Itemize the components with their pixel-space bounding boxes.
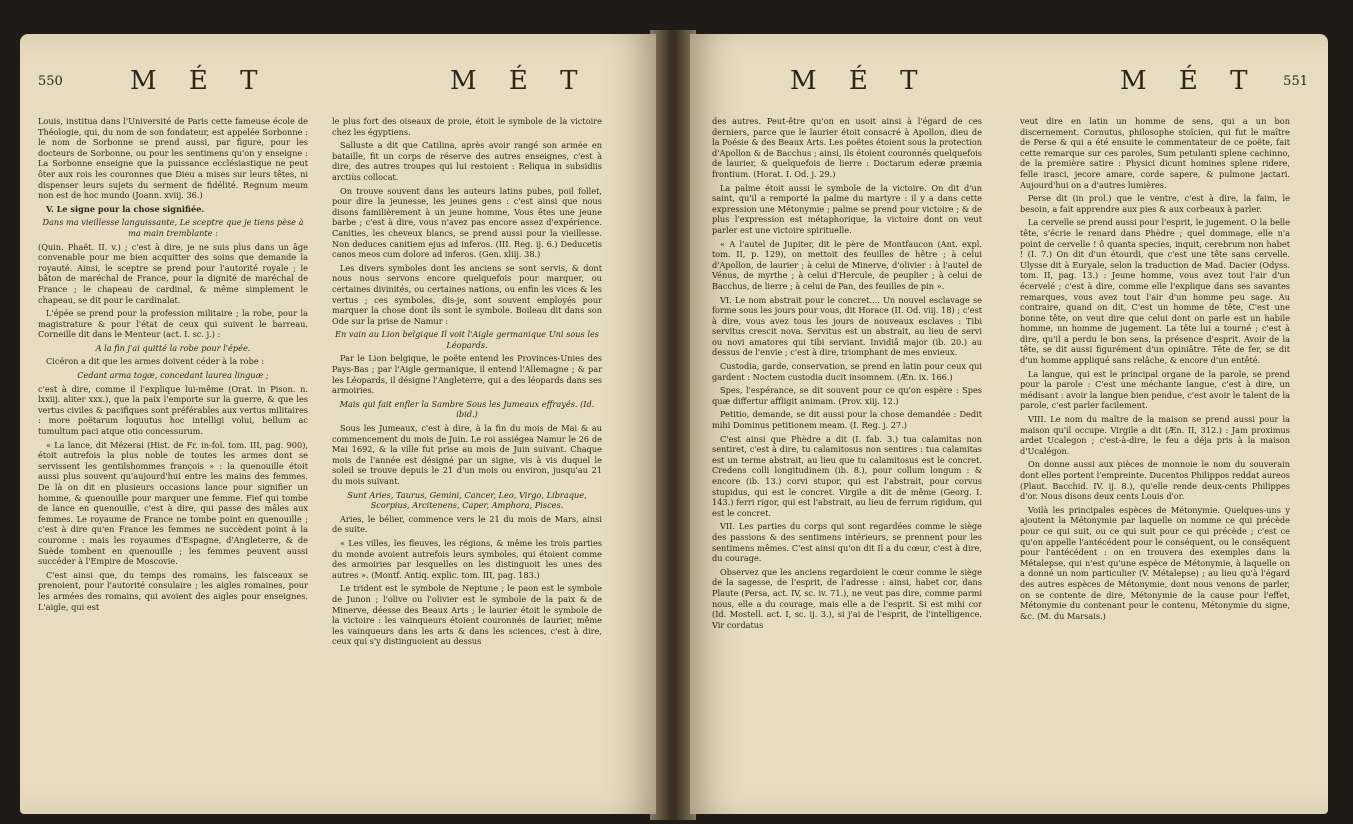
page-number: 550 (38, 74, 63, 89)
paragraph: Voilà les principales espèces de Métonymie. Quelques-uns y ajoutent la Métonymie par laquelle on nomme ce qui précède pour ce qui suit, ou ce qui suit pour ce qui précède ; c'est ce qu'on appelle l'antécédent pour le conséquent, ou le conséquent pour l'antécédent : on en trouvera des exemples dans la Métalepse, qui n'est qu'une espèce de Métonymie, à laquelle on a donné un nom particulier (V. Métalepse) ; au lieu qu'à l'égard des autres espèces de Métonymie, dont nous venons de parler, on se contente de dire, Métonymie de la cause pour l'effet, Métonymie du contenant pour le contenu, Métonymie du signe, &c. (M. du Marsais.) (1020, 504, 1290, 621)
left-column-1 (38, 116, 308, 806)
paragraph: veut dire en latin un homme de sens, qui a un bon discernement. Cornutus, philosophe stoïcien, qui fut le maître de Perse & qui a été ensuite le commentateur de ce poëte, fait cette remarque sur ces paroles, Sum petulanti splene cachinno, de la première satire : Physici dicunt homines splene ridere, felle irasci, jecore amare, corde sapere, & pulmone jactari. Aujourd'hui on a d'autres lumières. (1020, 116, 1290, 190)
running-head: M É T (450, 66, 590, 96)
paragraph: C'est ainsi que Phèdre a dit (I. fab. 3.) tua calamitas non sentiret, c'est à dire, tu calamitosus non sentires : tua calamitas est un terme abstrait, au lieu que tu calamitosus est le concret. Credens colli longitudinem (ib. 8.), pour collum longum : & encore (ib. 13.) corvi stupor, qui est l'abstrait, pour corvus stupidus, qui est le concret. Virgile a dit de même (Georg. I. 143.) ferri rigor, qui est l'abstrait, au lieu de ferrum rigidum, qui est le concret. (712, 433, 982, 518)
paragraph: On donne aussi aux pièces de monnoie le nom du souverain dont elles portent l'empreinte. Ducentos Philippos reddat aureos (Plaut. Bacchid. IV. ij. 8.), qu'elle rende deux-cents Philippes d'or. Nous disons deux cents Louis d'or. (1020, 459, 1290, 502)
paragraph: La palme étoit aussi le symbole de la victoire. On dit d'un saint, qu'il a remporté la palme du martyre : il y a dans cette expression une Métonymie ; palme se prend pour victoire ; & de plus l'expression est métaphorique, la victoire dont on veut parler est une victoire spirituelle. (712, 182, 982, 235)
section-heading: V. Le signe pour la chose signifiée. (46, 203, 205, 214)
paragraph: (Quin. Phaët. II. v.) ; c'est à dire, je ne suis plus dans un âge convenable pour me bien acquitter des soins que demande la royauté. Ainsi, le sceptre se prend pour l'autorité royale ; le bâton de maréchal de France, pour la dignité de maréchal de France ; le chapeau de cardinal, & même simplement le chapeau, se dit pour le cardinalat. (38, 241, 308, 305)
right-page-header (690, 66, 1328, 116)
latin-quote: Cedant arma togæ, concedant laurea linguæ ; (77, 370, 269, 381)
paragraph: Par le Lion belgique, le poëte entend les Provinces-Unies des Pays-Bas ; par l'Aigle germanique, il entend l'Allemagne ; & par les Léopards, il désigne l'Angleterre, qui a des léopards dans ses armoiries. (332, 353, 602, 396)
paragraph: Perse dit (in prol.) que le ventre, c'est à dire, la faim, le besoin, a fait apprendre aux pies & aux corbeaux à parler. (1020, 193, 1290, 214)
right-page (690, 34, 1328, 814)
verse: Mais qui fait enfler la Sambre Sous les Jumeaux effrayés. (Id. ibid.) (339, 398, 595, 420)
running-head: M É T (790, 66, 930, 96)
paragraph: L'épée se prend pour la profession militaire ; la robe, pour la magistrature & pour l'état de ceux qui suivent le barreau. Corneille dit dans le Menteur (act. I. sc. j.) : (38, 308, 308, 340)
paragraph: le plus fort des oiseaux de proie, étoit le symbole de la victoire chez les égyptiens. (332, 116, 602, 137)
page-number: 551 (1283, 74, 1308, 89)
paragraph: Sous les Jumeaux, c'est à dire, à la fin du mois de Mai & au commencement du mois de Juin. Le roi assiégea Namur le 26 de Mai 1692, & la ville fut prise au mois de Juin suivant. Chaque mois de l'année est désigné par un signe, vis à vis duquel le soleil se trouve depuis le 21 d'un mois ou environ, jusqu'au 21 du mois suivant. (332, 423, 602, 486)
paragraph: « La lance, dit Mézerai (Hist. de Fr. in-fol. tom. III, pag. 900), étoit autrefois la plus noble de toutes les armes dont se servissent les gentilshommes françois » : la quenouille étoit aussi plus souvent qu'aujourd'hui entre les mains des femmes. De là on dit en plusieurs occasions lance pour signifier un homme, & quenouille pour marquer une femme. Fief qui tombe de lance en quenouille, c'est à dire, qui passe des mâles aux femmes. Le royaume de France ne tombe point en quenouille ; c'est à dire qu'en France les femmes ne succèdent point à la couronne : mais les royaumes d'Espagne, d'Angleterre, & de Suède tombent en quenouille ; les femmes peuvent aussi succéder à l'Empire de Moscovie. (38, 439, 308, 567)
paragraph: VII. Les parties du corps qui sont regardées comme le siège des passions & des sentimens intérieurs, se prennent pour les sentimens mêmes. C'est ainsi qu'on dit Il a du cœur, c'est à dire, du courage. (712, 521, 982, 564)
right-column-2 (1020, 116, 1290, 806)
paragraph: Cicéron a dit que les armes doivent céder à la robe : (46, 356, 265, 367)
paragraph: La cervelle se prend aussi pour l'esprit, le jugement. O la belle tête, s'écrie le renard dans Phèdre ; quel dommage, elle n'a point de cervelle ! ô quanta species, inquit, cerebrum non habet ! (I. 7.) On dit d'un étourdi, que c'est une tête sans cervelle. Ulysse dit à Euryale, selon la traduction de Mad. Dacier (Odyss. tom. II, pag. 13.) : Jeune homme, vous avez tout l'air d'un écervelé ; c'est à dire, comme elle l'explique dans ses savantes remarques, vous avez tout l'air d'un homme peu sage. Au contraire, quand on dit, C'est un homme de tête, C'est une bonne tête, on veut dire que celui dont on parle est un habile homme, un homme de jugement. La tête lui a tourné ; c'est à dire, qu'il a perdu le bon sens, la présence d'esprit. Avoir de la tête, se dit aussi figurément d'un opiniâtre. Tête de fer, se dit d'un homme appliqué sans relâche, & encore d'un entêté. (1020, 217, 1290, 366)
right-column-1 (712, 116, 982, 806)
running-head: M É T (1120, 66, 1260, 96)
paragraph: C'est ainsi que, du temps des romains, les faisceaux se prenoient, pour l'autorité consulaire ; les aigles romaines, pour les armées des romains, qui avoient des aigles pour enseignes. L'aigle, qui est (38, 569, 308, 612)
running-head: M É T (130, 66, 270, 96)
verse: En vain au Lion belgique Il voit l'Aigle germanique Uni sous les Léopards. (335, 329, 599, 350)
paragraph: Salluste a dit que Catilina, après avoir rangé son armée en bataille, fit un corps de réserve des autres enseignes, c'est à dire, des autres troupes qui lui restoient : Reliqua in subsidiis arctiùs collocat. (332, 140, 602, 182)
paragraph: VI. Le nom abstrait pour le concret.... Un nouvel esclavage se forme sous les jours pour vous, dit Horace (II. Od. viij. 18) ; c'est à dire, vous avez tous les jours de nouveaux esclaves : Tibi servitus crescit nova. Servitus est un abstrait, au lieu de servi ou novi amatores qui tibi serviant. Invidiâ major (ib. 20.) au dessus de l'envie ; c'est à dire, triomphant de mes envieux. (712, 294, 982, 358)
verse: Dans ma vieillesse languissante, Le sceptre que je tiens pèse à ma main tremblante : (42, 217, 304, 238)
left-page (20, 34, 656, 814)
paragraph: On trouve souvent dans les auteurs latins pubes, poil follet, pour dire la jeunesse, les jeunes gens : c'est ainsi que nous disons familièrement à un jeune homme, Vous êtes une jeune barbe ; c'est à dire, vous n'avez pas encore assez d'expérience. Canities, les cheveux blancs, se prend aussi pour la vieillesse. Non deduces canitiem ejus ad inferos. (III. Reg. ij. 6.) Deducetis canos meos cum dolore ad inferos. (Gen. xliij. 38.) (332, 185, 602, 260)
latin-quote: Sunt Aries, Taurus, Gemini, Cancer, Leo, Virgo, Libraque, Scorpius, Arcitenens, Caper, Amphora, Pisces. (347, 489, 587, 511)
paragraph: Observez que les anciens regardoient le cœur comme le siège de la sagesse, de l'esprit, de l'adresse : ainsi, habet cor, dans Plaute (Persa, act. IV, sc. iv. 71.), ne veut pas dire, comme parmi nous, elle a du courage, mais elle a de l'esprit. Si est mihi cor (Id. Mostell. act. I, sc. ij. 3.), si j'ai de l'esprit, de l'intelligence. Vir cordatus (712, 566, 982, 630)
left-column-2 (332, 116, 602, 806)
left-page-header (20, 66, 656, 116)
verse: A la fin j'ai quitté la robe pour l'épée. (95, 342, 251, 353)
paragraph: Le trident est le symbole de Neptune ; le paon est le symbole de Junon ; l'olive ou l'olivier est le symbole de la paix & de Minerve, déesse des Beaux Arts ; le laurier étoit le symbole de la victoire : les vainqueurs étoient couronnés de laurier, même les vainqueurs dans les arts & dans les sciences, c'est à dire, ceux qui s'y distinguoient au dessus (332, 583, 602, 647)
paragraph: Custodia, garde, conservation, se prend en latin pour ceux qui gardent : Noctem custodia ducit insomnem. (Æn. ix. 166.) (712, 361, 982, 382)
paragraph: des autres. Peut-être qu'on en usoit ainsi à l'égard de ces derniers, parce que le laurier étoit consacré à Apollon, dieu de la Poésie & des Beaux Arts. Les poëtes étoient sous la protection d'Apollon & de Bacchus ; ainsi, ils étoient couronnés quelquefois de laurier, & quelquefois de lierre : Doctarum ederæ præmia frontium. (Horat. I. Od. j. 29.) (712, 116, 982, 179)
paragraph: « Les villes, les fleuves, les régions, & même les trois parties du monde avoient autrefois leurs symboles, qui étoient comme des armoiries par lesquelles on les distinguoit les unes des autres ». (Montf. Antiq. explic. tom. III, pag. 183.) (332, 537, 602, 580)
paragraph: « A l'autel de Jupiter, dit le père de Montfaucon (Ant. expl. tom. II, p. 129), on mettoit des feuilles de hêtre ; à celui d'Apollon, de laurier ; à celui de Minerve, d'olivier : à l'autel de Vénus, de myrthe ; à celui d'Hercule, de peuplier ; à celui de Bacchus, de lierre ; à celui de Pan, des feuilles de pin ». (712, 238, 982, 291)
paragraph: Les divers symboles dont les anciens se sont servis, & dont nous nous servons encore quelquefois pour marquer, ou certaines divinités, ou certaines nations, ou enfin les vices & les vertus ; ces symboles, dis-je, sont souvent employés pour marquer la chose dont ils sont le symbole. Boileau dit dans son Ode sur la prise de Namur : (332, 262, 602, 326)
paragraph: La langue, qui est le principal organe de la parole, se prend pour la parole : C'est une méchante langue, c'est à dire, un médisant : avoir la langue bien pendue, c'est avoir le talent de la parole, c'est parler facilement. (1020, 368, 1290, 411)
paragraph: Louis, institua dans l'Université de Paris cette fameuse école de Théologie, qui, du nom de son fondateur, est appelée Sorbonne : le nom de Sorbonne se prend aussi, par figure, pour les docteurs de Sorbonne, ou pour les sentimens qu'on y enseigne : La Sorbonne enseigne que la puissance ecclésiastique ne peut ôter aux rois les couronnes que Dieu a mises sur leurs têtes, ni dispenser leurs sujets du serment de fidélité. Regnum meum non est de hoc mundo (Joann. xviij. 36.) (38, 116, 308, 201)
paragraph: Aries, le bélier, commence vers le 21 du mois de Mars, ainsi de suite. (332, 513, 602, 535)
paragraph: Petitio, demande, se dit aussi pour la chose demandée : Dedit mihi Dominus petitionem meam. (I. Reg. j. 27.) (712, 409, 982, 431)
paragraph: VIII. Le nom du maître de la maison se prend aussi pour la maison qu'il occupe. Virgile a dit (Æn. II, 312.) : Jam proximus ardet Ucalegon ; c'est-à-dire, le feu a déja pris à la maison d'Ucalégon. (1020, 414, 1290, 456)
paragraph: Spes, l'espérance, se dit souvent pour ce qu'on espère : Spes quæ differtur affligit animam. (Prov. xiij. 12.) (712, 385, 982, 406)
paragraph: c'est à dire, comme il l'explique lui-même (Orat. in Pison. n. lxxiij. aliter xxx.), que la paix l'emporte sur la guerre, & que les vertus civiles & pacifiques sont préférables aux vertus militaires : more poëtarum loquutus hoc intelligi volui, bellum ac tumultum paci atque otio concessurum. (38, 383, 308, 437)
